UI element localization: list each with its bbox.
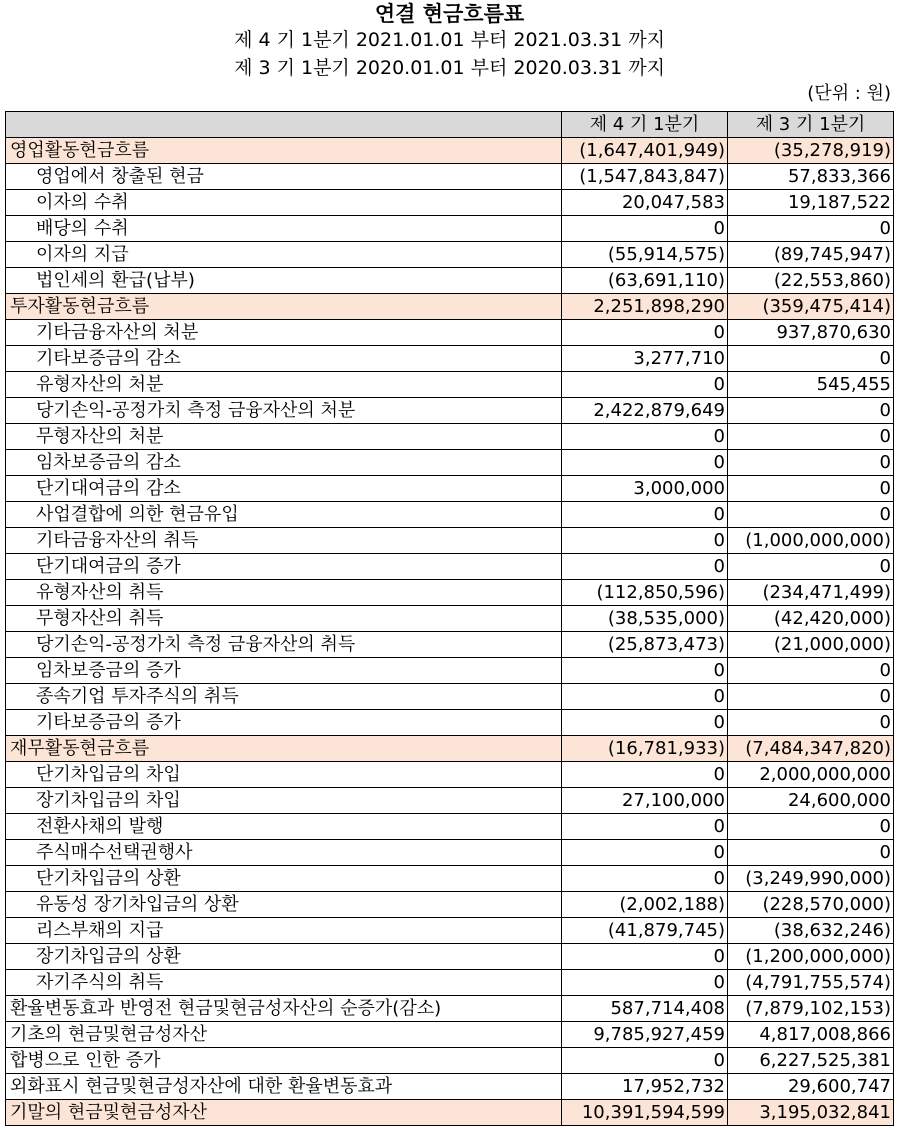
table-row [6,1048,894,1074]
table-row [6,320,894,346]
row-label: 합병으로 인한 증가 [6,1048,562,1074]
current-period-value: 0 [562,320,728,346]
table-row [6,216,894,242]
current-period-value: 0 [562,840,728,866]
row-label: 영업활동현금흐름 [6,138,562,164]
current-period-value: 0 [562,710,728,736]
statement-title: 연결 현금흐름표 [374,2,525,26]
row-label: 단기차입금의 차입 [6,762,562,788]
current-period-value: (63,691,110) [562,268,728,294]
previous-period-value: 0 [728,684,894,710]
row-label: 이자의 수취 [6,190,562,216]
table-row [6,502,894,528]
row-label: 당기손익-공정가치 측정 금융자산의 취득 [6,632,562,658]
previous-period-value: (4,791,755,574) [728,970,894,996]
row-label: 무형자산의 처분 [6,424,562,450]
current-period-value: 587,714,408 [562,996,728,1022]
table-row [6,164,894,190]
current-period-value: 2,251,898,290 [562,294,728,320]
row-label: 환율변동효과 반영전 현금및현금성자산의 순증가(감소) [6,996,562,1022]
current-period-value: (55,914,575) [562,242,728,268]
row-label: 임차보증금의 감소 [6,450,562,476]
current-period-value: (41,879,745) [562,918,728,944]
previous-period-value: 4,817,008,866 [728,1022,894,1048]
previous-period-value: 0 [728,658,894,684]
table-row [6,632,894,658]
current-period-value: (25,873,473) [562,632,728,658]
current-period-value: 0 [562,372,728,398]
current-period-value: (112,850,596) [562,580,728,606]
row-label: 종속기업 투자주식의 취득 [6,684,562,710]
table-section-row [6,1100,894,1126]
row-label: 전환사채의 발행 [6,814,562,840]
previous-period-value: (3,249,990,000) [728,866,894,892]
previous-period-value: 0 [728,424,894,450]
table-row [6,580,894,606]
table-row [6,268,894,294]
table-row [6,970,894,996]
current-period-value: 3,000,000 [562,476,728,502]
current-period-value: 0 [562,528,728,554]
current-period-value: 0 [562,762,728,788]
table-row [6,1074,894,1100]
unit-label: (단위 : 원) [807,83,891,104]
current-period-value: 0 [562,216,728,242]
previous-period-value: (22,553,860) [728,268,894,294]
table-row [6,1022,894,1048]
table-row [6,892,894,918]
previous-period-value: 0 [728,840,894,866]
table-row [6,372,894,398]
current-period-value: 20,047,583 [562,190,728,216]
table-row [6,242,894,268]
row-label: 단기차입금의 상환 [6,866,562,892]
row-label: 법인세의 환급(납부) [6,268,562,294]
previous-period-value: 19,187,522 [728,190,894,216]
row-label: 외화표시 현금및현금성자산에 대한 환율변동효과 [6,1074,562,1100]
row-label: 단기대여금의 감소 [6,476,562,502]
column-header-previous: 제 3 기 1분기 [728,112,894,138]
current-period-value: 2,422,879,649 [562,398,728,424]
table-section-row [6,294,894,320]
table-row [6,788,894,814]
row-label: 유형자산의 처분 [6,372,562,398]
table-row [6,476,894,502]
current-period-value: (38,535,000) [562,606,728,632]
previous-period-value: 0 [728,450,894,476]
table-row [6,762,894,788]
previous-period-value: 0 [728,398,894,424]
table-row [6,840,894,866]
row-label: 기타금융자산의 취득 [6,528,562,554]
column-header-current: 제 4 기 1분기 [562,112,728,138]
row-label: 기말의 현금및현금성자산 [6,1100,562,1126]
table-row [6,450,894,476]
row-label: 영업에서 창출된 현금 [6,164,562,190]
previous-period-value: (89,745,947) [728,242,894,268]
current-period-value: 0 [562,684,728,710]
row-label: 배당의 수취 [6,216,562,242]
row-label: 기타금융자산의 처분 [6,320,562,346]
table-row [6,424,894,450]
previous-period-value: 0 [728,814,894,840]
previous-period-value: (35,278,919) [728,138,894,164]
table-row [6,684,894,710]
current-period-value: 10,391,594,599 [562,1100,728,1126]
current-period-value: 0 [562,658,728,684]
current-period-value: 0 [562,1048,728,1074]
table-row [6,710,894,736]
previous-period-value: (38,632,246) [728,918,894,944]
row-label: 무형자산의 취득 [6,606,562,632]
previous-period-value: 3,195,032,841 [728,1100,894,1126]
table-section-row [6,138,894,164]
row-label: 장기차입금의 차입 [6,788,562,814]
row-label: 기타보증금의 증가 [6,710,562,736]
current-period-value: 27,100,000 [562,788,728,814]
current-period-value: 0 [562,944,728,970]
row-label: 단기대여금의 증가 [6,554,562,580]
previous-period-value: 545,455 [728,372,894,398]
table-row [6,918,894,944]
current-period-value: (1,547,843,847) [562,164,728,190]
current-period-value: (1,647,401,949) [562,138,728,164]
previous-period-value: 0 [728,216,894,242]
current-period-value: 3,277,710 [562,346,728,372]
previous-period-value: (7,879,102,153) [728,996,894,1022]
row-label: 재무활동현금흐름 [6,736,562,762]
row-label: 주식매수선택권행사 [6,840,562,866]
previous-period-value: 2,000,000,000 [728,762,894,788]
row-label: 기초의 현금및현금성자산 [6,1022,562,1048]
previous-period-value: (7,484,347,820) [728,736,894,762]
row-label: 유동성 장기차입금의 상환 [6,892,562,918]
table-row [6,658,894,684]
current-period-value: 0 [562,502,728,528]
row-label: 임차보증금의 증가 [6,658,562,684]
table-row [6,346,894,372]
row-label: 사업결합에 의한 현금유입 [6,502,562,528]
row-label: 장기차입금의 상환 [6,944,562,970]
previous-period-value: (1,200,000,000) [728,944,894,970]
table-row [6,866,894,892]
previous-period-value: (359,475,414) [728,294,894,320]
statement-header [0,0,899,106]
row-label: 당기손익-공정가치 측정 금융자산의 처분 [6,398,562,424]
current-period-value: 0 [562,866,728,892]
row-label: 자기주식의 취득 [6,970,562,996]
previous-period-value: 24,600,000 [728,788,894,814]
row-label: 투자활동현금흐름 [6,294,562,320]
current-period-value: 0 [562,554,728,580]
previous-period-value: 0 [728,502,894,528]
current-period-value: 0 [562,450,728,476]
cash-flow-table [5,111,894,1126]
period-previous: 제 3 기 1분기 2020.01.01 부터 2020.03.31 까지 [234,57,665,79]
previous-period-value: (21,000,000) [728,632,894,658]
row-label: 기타보증금의 감소 [6,346,562,372]
previous-period-value: (228,570,000) [728,892,894,918]
previous-period-value: 0 [728,346,894,372]
table-row [6,606,894,632]
table-header-row [6,112,894,138]
previous-period-value: 57,833,366 [728,164,894,190]
table-row [6,996,894,1022]
column-header-label [6,112,562,138]
table-row [6,814,894,840]
current-period-value: 0 [562,970,728,996]
current-period-value: 0 [562,424,728,450]
previous-period-value: (1,000,000,000) [728,528,894,554]
previous-period-value: 937,870,630 [728,320,894,346]
previous-period-value: 29,600,747 [728,1074,894,1100]
current-period-value: 0 [562,814,728,840]
table-row [6,554,894,580]
previous-period-value: 0 [728,710,894,736]
row-label: 이자의 지급 [6,242,562,268]
previous-period-value: (42,420,000) [728,606,894,632]
table-row [6,190,894,216]
current-period-value: 17,952,732 [562,1074,728,1100]
previous-period-value: 0 [728,554,894,580]
previous-period-value: (234,471,499) [728,580,894,606]
table-section-row [6,736,894,762]
table-row [6,528,894,554]
table-body [6,138,894,1126]
table-row [6,398,894,424]
current-period-value: (2,002,188) [562,892,728,918]
row-label: 리스부채의 지급 [6,918,562,944]
current-period-value: (16,781,933) [562,736,728,762]
previous-period-value: 6,227,525,381 [728,1048,894,1074]
current-period-value: 9,785,927,459 [562,1022,728,1048]
previous-period-value: 0 [728,476,894,502]
table-row [6,944,894,970]
row-label: 유형자산의 취득 [6,580,562,606]
period-current: 제 4 기 1분기 2021.01.01 부터 2021.03.31 까지 [234,29,665,51]
